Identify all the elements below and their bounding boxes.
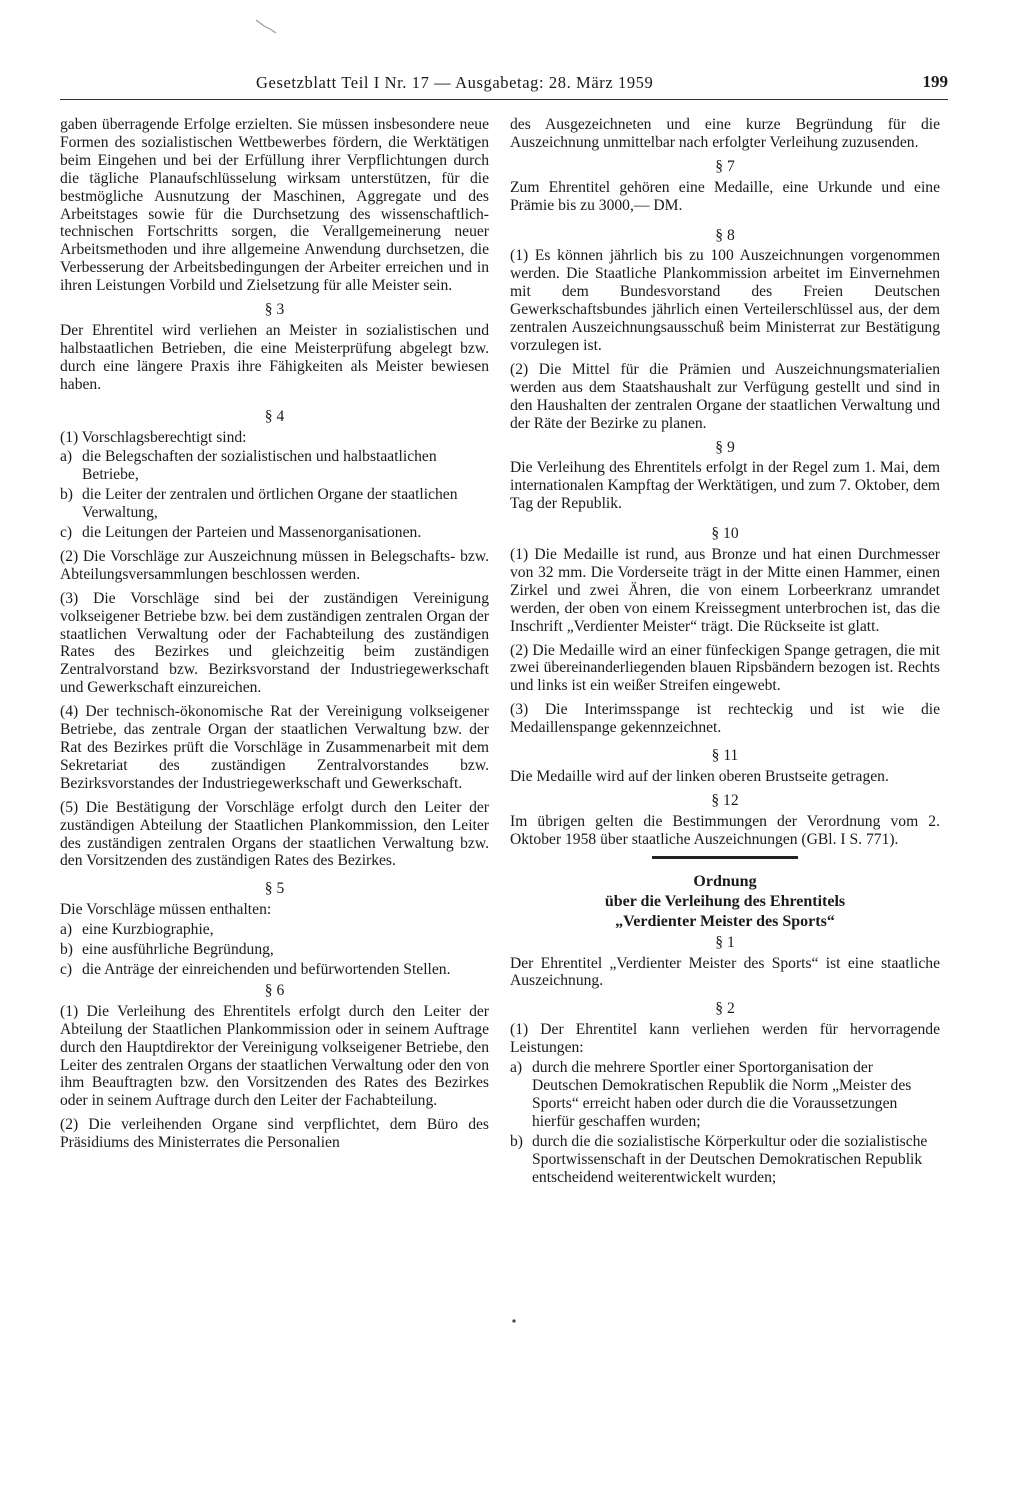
section-heading-9: § 9 [715, 438, 735, 456]
list-marker: a) [60, 448, 73, 466]
section-divider [652, 856, 798, 859]
list-marker: a) [60, 921, 73, 939]
list-marker: b) [510, 1132, 523, 1150]
decree-section-heading-1: § 1 [715, 933, 735, 951]
list-text: durch die mehrere Sportler einer Sportorganisation der Deutschen Demokratischen Republik die Norm „Meister des Sports“ erreicht haben oder durch die die Voraussetzungen hierfür geschaffen wurden; [532, 1059, 912, 1130]
section-6-para-1: (1) Die Verleihung des Ehrentitels erfolgt durch den Leiter der Abteilung der Staatlichen Plankommission oder in seinem Auftrage durch den Hauptdirektor der Vereinigung volkseigener Betriebe, den Leiter des zentralen Organs der staatlichen Verwaltung oder den von ihm Beauftragten bzw. den Vorsitzenden des Rates des Bezirkes oder in seinem Auftrage durch den Leiter der Fachabteilung. [60, 1002, 489, 1110]
section-heading-4: § 4 [264, 407, 285, 425]
gazette-header-title: Gesetzblatt Teil I Nr. 17 — Ausgabetag: 28. März 1959 [256, 73, 654, 92]
paper-speck [511, 1317, 517, 1325]
section-heading-6: § 6 [264, 981, 285, 999]
section-8-para-2: (2) Die Mittel für die Prämien und Auszeichnungsmaterialien werden aus dem Staatshaushalt zur Verfügung gestellt und sind in den Haushalten der zentralen Organe der staatlichen Verwaltung und der Räte der Bezirke zu planen. [510, 360, 940, 432]
continuation-paragraph: des Ausgezeichneten und eine kurze Begründung für die Auszeichnung unmittelbar nach erfolgter Verleihung zuzusenden. [510, 116, 940, 151]
list-item [60, 941, 489, 959]
section-4-para-4: (4) Der technisch-ökonomische Rat der Vereinigung volkseigener Betriebe, das zentrale Organ der staatlichen Verwaltung bzw. der Rat des Bezirkes prüft die Vorschläge in Zusammenarbeit mit dem Sekretariat des zuständigen Zentralvorstandes bzw. Bezirksvorstandes der Industriegewerkschaft und Gewerkschaft. [60, 703, 489, 792]
decree-section-2-para-1: (1) Der Ehrentitel kann verliehen werden für hervorragende Leistungen: [510, 1021, 940, 1057]
list-marker: b) [60, 486, 73, 504]
decree-section-heading-2: § 2 [715, 1000, 735, 1018]
section-heading-7: § 7 [715, 157, 735, 175]
list-marker: c) [60, 524, 73, 542]
decree-section-1-text: Der Ehrentitel „Verdienter Meister des Sports“ ist eine staatliche Auszeichnung. [510, 954, 940, 990]
section-4-para-2: (2) Die Vorschläge zur Auszeichnung müssen in Belegschafts- bzw. Abteilungsversammlungen beschlossen werden. [60, 547, 489, 583]
section-heading-8: § 8 [715, 226, 735, 244]
section-heading-11: § 11 [711, 747, 739, 765]
list-marker: c) [60, 960, 73, 978]
section-4-para-5: (5) Die Bestätigung der Vorschläge erfolgt durch den Leiter der zuständigen Abteilung der Staatlichen Plankommission, den Leiter des zuständigen zentralen Organs der staatlichen Verwaltung bzw. den Vorsitzenden des zuständigen Rates des Bezirkes. [60, 798, 489, 870]
section-3-text: Der Ehrentitel wird verliehen an Meister in sozialistischen und halbstaatlichen Betrieben, die eine Meisterprüfung abgelegt bzw. durch eine längere Praxis ihre Fähigkeiten als Meister bewiesen haben. [60, 321, 489, 393]
list-text: eine ausführliche Begründung, [82, 941, 274, 959]
list-item [60, 921, 489, 939]
section-heading-12: § 12 [711, 791, 739, 809]
decree-title-line-3: „Verdienter Meister des Sports“ [615, 912, 835, 930]
section-heading-10: § 10 [711, 525, 739, 543]
section-10-para-3: (3) Die Interimsspange ist rechteckig und ist wie die Medaillenspange gekennzeichnet. [510, 701, 940, 737]
right-column [510, 116, 940, 1188]
section-4-para-3: (3) Die Vorschläge sind bei der zuständigen Vereinigung volkseigener Betriebe bzw. bei dem zuständigen zentralen Organ der staatlichen Verwaltung oder der Fachabteilung des zuständigen Rates des Bezirkes und gleichzeitig beim zuständigen Zentralvorstand bzw. Bezirksvorstand der Industriegewerkschaft und Gewerkschaft einzureichen. [60, 589, 489, 697]
section-heading-3: § 3 [264, 301, 285, 319]
list-item [510, 1059, 940, 1131]
section-9-text: Die Verleihung des Ehrentitels erfolgt in der Regel zum 1. Mai, dem internationalen Kampftag der Werktätigen, und zum 7. Oktober, dem Tag der Republik. [510, 459, 940, 513]
section-heading-5: § 5 [264, 880, 285, 898]
list-text: die Leiter der zentralen und örtlichen Organe der staatlichen Verwaltung, [82, 486, 458, 522]
list-text: die Anträge der einreichenden und befürwortenden Stellen. [82, 960, 451, 978]
list-text: eine Kurzbiographie, [82, 921, 214, 939]
section-10-para-1: (1) Die Medaille ist rund, aus Bronze und hat einen Durchmesser von 32 mm. Die Vorderseite trägt in der Mitte einen Hammer, einen Zirkel und zwei Ähren, die von einem Lorbeerkranz umrandet werden, der oben von einem Kreissegment unterbrochen ist, das die Inschrift „Verdienter Meister“ trägt. Die Rückseite ist glatt. [510, 546, 940, 635]
list-text: die Belegschaften der sozialistischen und halbstaatlichen Betriebe, [82, 448, 437, 484]
page-header [60, 72, 948, 102]
decree-title-line-2: über die Verleihung des Ehrentitels [604, 892, 846, 910]
section-8-para-1: (1) Es können jährlich bis zu 100 Auszeichnungen vorgenommen werden. Die Staatliche Plankommission arbeitet im Einvernehmen mit dem Bundesvorstand des Freien Deutschen Gewerkschaftsbundes jährlich einen Verteilerschlüssel aus, der dem zentralen Auszeichnungsausschuß beim Ministerrat zur Bestätigung vorzulegen ist. [510, 247, 940, 354]
list-item [60, 524, 489, 542]
section-7-text: Zum Ehrentitel gehören eine Medaille, eine Urkunde und eine Prämie bis zu 3000,— DM. [510, 178, 940, 214]
left-column [60, 116, 489, 1158]
list-marker: a) [510, 1059, 523, 1077]
page-number: 199 [922, 72, 948, 91]
list-text: die Leitungen der Parteien und Massenorganisationen. [82, 524, 422, 542]
intro-paragraph: gaben überragende Erfolge erzielten. Sie müssen insbesondere neue Formen des sozialistischen Wettbewerbes fördern, die Werktätigen beim Eingehen und bei der Erfüllung ihrer Verpflichtungen durch die tägliche Planaufschlüsselung wirksam unterstützen, für die bestmögliche Ausnutzung der Maschinen, Aggregate und des Arbeitstages sowie für die Durchsetzung des wissenschaftlich-technischen Fortschritts sorgen, die Verallgemeinerung neuer Arbeitsmethoden und ihre allgemeine Anwendung durchsetzen, die Verbesserung der Arbeitsbedingungen der Arbeiter erreichen und in ihren Leistungen Vorbild und Zielsetzung für alle Meister sein. [60, 116, 489, 295]
list-text: durch die die sozialistische Körperkultur oder die sozialistische Sportwissenschaft in der Deutschen Demokratischen Republik entscheidend weiterentwickelt wurden; [532, 1132, 928, 1186]
section-12-text: Im übrigen gelten die Bestimmungen der Verordnung vom 2. Oktober 1958 über staatliche Auszeichnungen (GBl. I S. 771). [510, 812, 940, 848]
decree-title-line-1: Ordnung [693, 872, 757, 890]
list-item [60, 961, 489, 979]
list-item [510, 1133, 940, 1187]
section-10-para-2: (2) Die Medaille wird an einer fünfeckigen Spange getragen, die mit zwei übereinanderliegenden blauen Ripsbändern bezogen ist. Rechts und links ist ein weißer Streifen eingewebt. [510, 641, 940, 695]
section-6-para-2: (2) Die verleihenden Organe sind verpflichtet, dem Büro des Präsidiums des Ministerrates die Personalien [60, 1116, 489, 1152]
list-item [60, 486, 489, 522]
header-rule [60, 99, 948, 100]
list-marker: b) [60, 941, 73, 959]
section-5-intro: Die Vorschläge müssen enthalten: [60, 901, 272, 919]
section-11-text: Die Medaille wird auf der linken oberen Brustseite getragen. [510, 768, 889, 785]
list-item [60, 448, 489, 484]
section-4-para-1: (1) Vorschlagsberechtigt sind: [60, 428, 247, 446]
paper-speck [254, 18, 280, 36]
